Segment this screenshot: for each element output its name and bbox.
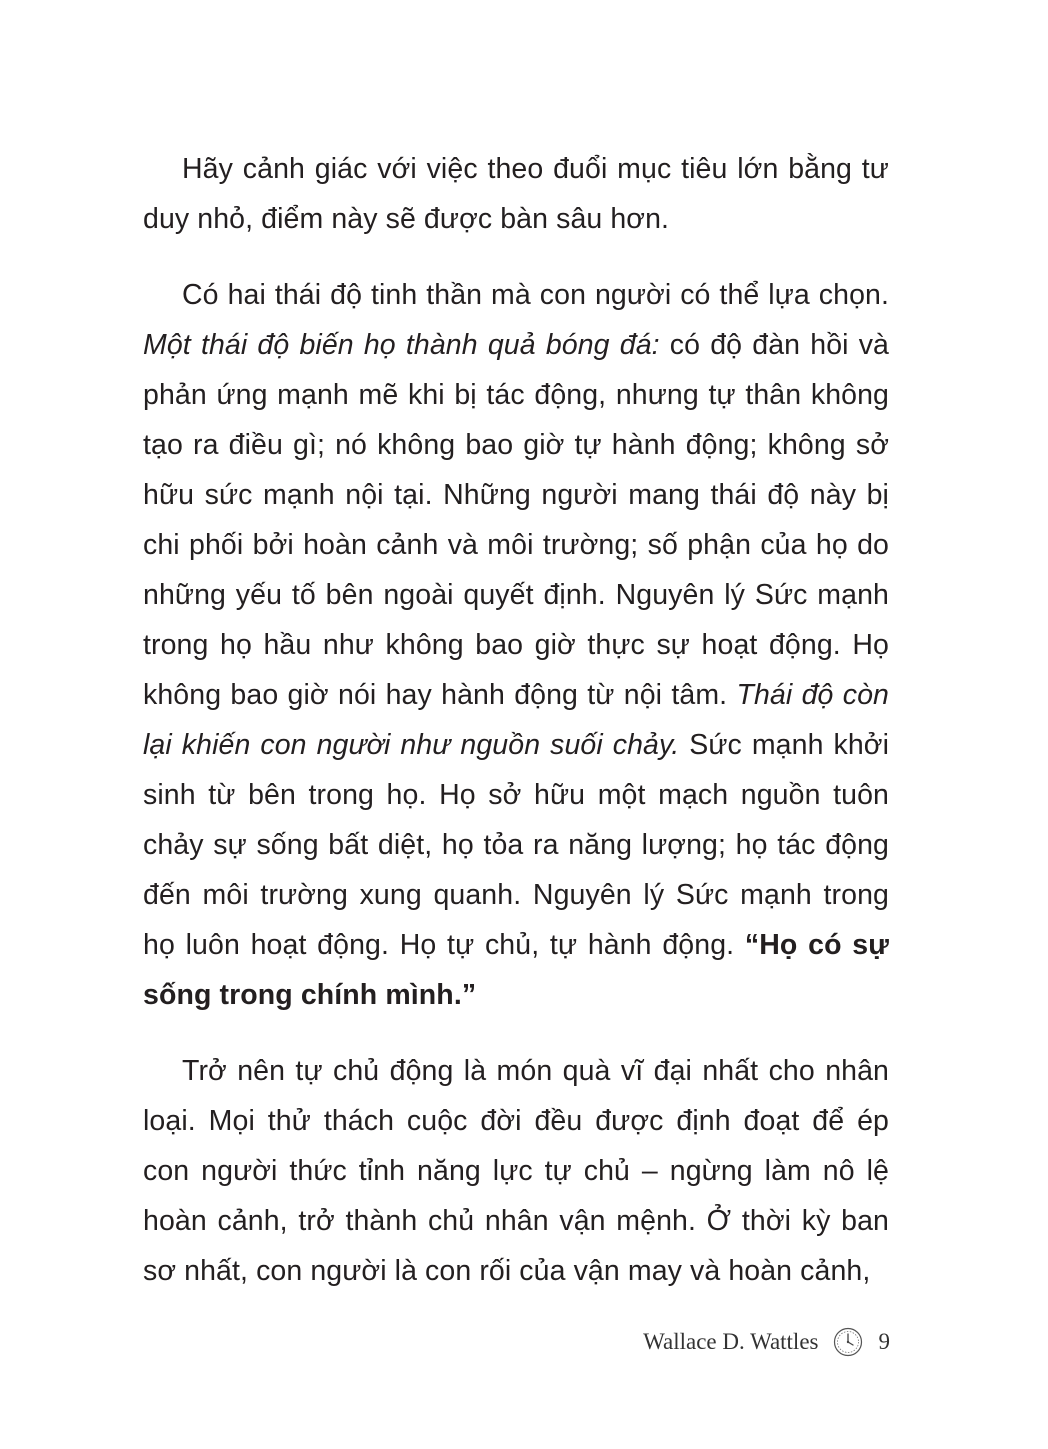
page-number: 9 — [878, 1329, 890, 1354]
body-text — [143, 144, 889, 1322]
paragraph-3-text: Trở nên tự chủ động là món quà vĩ đại nhất cho nhân loại. Mọi thử thách cuộc đời đều được định đoạt để ép con người thức tỉnh năng lực tự chủ – ngừng làm nô lệ hoàn cảnh, trở thành chủ nhân vận mệnh. Ở thời kỳ ban sơ nhất, con người là con rối của vận may và hoàn cảnh, — [143, 1055, 889, 1287]
paragraph-3 — [143, 1046, 889, 1296]
paragraph-2-run-1: Có hai thái độ tinh thần mà con người có thể lựa chọn. — [182, 279, 889, 311]
paragraph-2 — [143, 270, 889, 1020]
paragraph-1-text: Hãy cảnh giác với việc theo đuổi mục tiêu lớn bằng tư duy nhỏ, điểm này sẽ được bàn sâu hơn. — [143, 153, 889, 235]
footer-author: Wallace D. Wattles — [643, 1329, 819, 1354]
paragraph-2-italic-spring: Thái độ còn lại khiến con người như nguồn suối chảy. — [143, 679, 889, 761]
paragraph-1 — [143, 144, 889, 244]
paragraph-2-run-3: có độ đàn hồi và phản ứng mạnh mẽ khi bị tác động, nhưng tự thân không tạo ra điều gì; nó không bao giờ tự hành động; không sở hữu sức mạnh nội tại. Những người mang thái độ này bị chi phối bởi hoàn cảnh và môi trường; số phận của họ do những yếu tố bên ngoài quyết định. Nguyên lý Sức mạnh trong họ hầu như không bao giờ thực sự hoạt động. Họ không bao giờ nói hay hành động từ nội tâm. — [143, 329, 890, 711]
page-footer — [643, 1322, 890, 1362]
paragraph-2-bold-quote: “Họ có sự sống trong chính mình.” — [143, 929, 889, 1011]
clock-emblem-icon — [833, 1327, 863, 1357]
paragraph-2-run-5: Sức mạnh khởi sinh từ bên trong họ. Họ sở hữu một mạch nguồn tuôn chảy sự sống bất diệt, họ tỏa ra năng lượng; họ tác động đến môi trường xung quanh. Nguyên lý Sức mạnh trong họ luôn hoạt động. Họ tự chủ, tự hành động. — [143, 729, 890, 961]
paragraph-2-italic-football: Một thái độ biến họ thành quả bóng đá: — [143, 329, 660, 361]
